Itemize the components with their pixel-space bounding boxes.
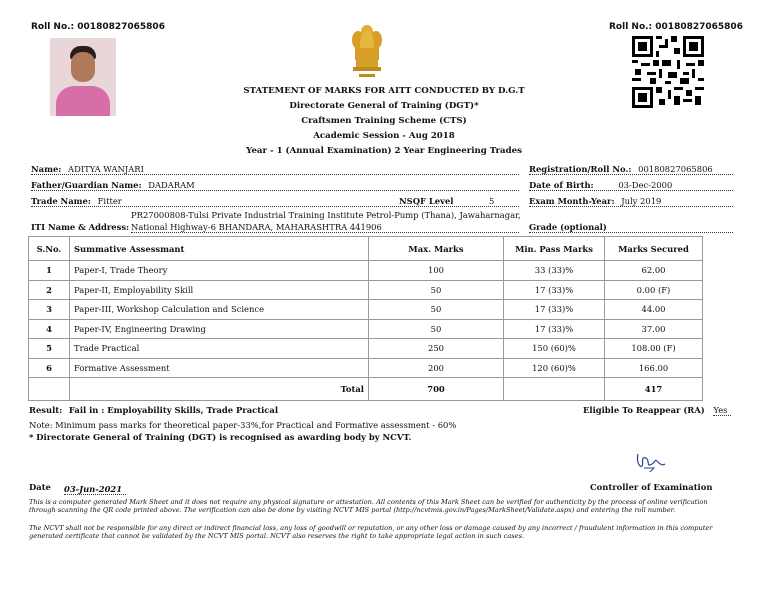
- cell-assessment: Paper-I, Trade Theory: [70, 261, 369, 281]
- exam-value: July 2019: [621, 196, 662, 206]
- disclaimer-liability: The NCVT shall not be responsible for any direct or indirect financial loss, any loss of goodwill or reputation, or any other loss or damage caused by any incorrect / fraudulent information in this computer generated certificate that cannot be validated by the NCVT MIS portal. NCVT also reserves the right to take appropriate legal action in such cases.: [29, 524, 713, 541]
- cell-assessment: Trade Practical: [70, 339, 369, 359]
- table-row: [29, 300, 703, 320]
- dob-value: 03-Dec-2000: [618, 180, 673, 190]
- name-label: Name:: [31, 164, 62, 174]
- cell-secured: 0.00 (F): [605, 280, 703, 300]
- cell-sno: 2: [29, 280, 70, 300]
- cell-sno: 4: [29, 319, 70, 339]
- total-label: Total: [70, 378, 369, 401]
- cell-min: 120 (60)%: [504, 358, 605, 378]
- header-scheme: Craftsmen Training Scheme (CTS): [301, 116, 467, 126]
- registration-label: Registration/Roll No.:: [529, 164, 632, 174]
- trade-row: [31, 196, 519, 207]
- cell-min: 150 (60)%: [504, 339, 605, 359]
- iti-address-line2: National Highway-6 BHANDARA, MAHARASHTRA 441906: [131, 222, 519, 233]
- cell-max: 50: [369, 300, 504, 320]
- total-secured: 417: [605, 378, 703, 401]
- cell-max: 50: [369, 319, 504, 339]
- father-row: [31, 180, 519, 191]
- cell-secured: 166.00: [605, 358, 703, 378]
- header-dgt: Directorate General of Training (DGT)*: [289, 101, 479, 111]
- cell-min: 17 (33)%: [504, 280, 605, 300]
- cell-min: 17 (33)%: [504, 319, 605, 339]
- iti-address-line1: PR27000808-Tulsi Private Industrial Training Institute Petrol-Pump (Thana), Jawaharnagar,: [131, 210, 521, 220]
- registration-value: 00180827065806: [638, 164, 713, 174]
- cell-max: 50: [369, 280, 504, 300]
- result-row: [29, 405, 278, 415]
- table-row: [29, 358, 703, 378]
- table-row: [29, 261, 703, 281]
- header-min-pass: Min. Pass Marks: [504, 237, 605, 261]
- exam-row: [529, 196, 733, 207]
- nsqf-label: NSQF Level: [399, 196, 454, 206]
- nsqf-value: 5: [489, 196, 495, 206]
- table-row: [29, 339, 703, 359]
- roll-number-left: Roll No.: 00180827065806: [31, 22, 165, 32]
- name-row: [31, 164, 519, 175]
- header-sno: S.No.: [29, 237, 70, 261]
- header-max-marks: Max. Marks: [369, 237, 504, 261]
- reappear-row: [583, 405, 731, 415]
- cell-sno: 1: [29, 261, 70, 281]
- result-label: Result:: [29, 405, 63, 415]
- cell-min: 33 (33)%: [504, 261, 605, 281]
- cell-assessment: Paper-II, Employability Skill: [70, 280, 369, 300]
- cell-max: 100: [369, 261, 504, 281]
- reappear-value: Yes: [713, 405, 731, 416]
- date-label: Date: [29, 482, 51, 492]
- table-row: [29, 280, 703, 300]
- cell-sno: 6: [29, 358, 70, 378]
- header-assessment: Summative Assessmant: [70, 237, 369, 261]
- note-dgt: * Directorate General of Training (DGT) is recognised as awarding body by NCVT.: [29, 432, 412, 442]
- cell-secured: 108.00 (F): [605, 339, 703, 359]
- header-title: STATEMENT OF MARKS FOR AITT CONDUCTED BY D.G.T: [243, 86, 525, 96]
- controller-label: Controller of Examination: [590, 482, 713, 492]
- dob-label: Date of Birth:: [529, 180, 594, 190]
- table-header-row: [29, 237, 703, 261]
- registration-row: [529, 164, 733, 175]
- cell-max: 200: [369, 358, 504, 378]
- exam-label: Exam Month-Year:: [529, 196, 615, 206]
- cell-assessment: Formative Assessment: [70, 358, 369, 378]
- header-session: Academic Session - Aug 2018: [313, 131, 455, 141]
- name-value: ADITYA WANJARI: [68, 164, 144, 174]
- iti-label: ITI Name & Address:: [31, 222, 130, 232]
- reappear-label: Eligible To Reappear (RA): [583, 405, 705, 415]
- signature-icon: [632, 450, 668, 474]
- national-emblem-icon: [347, 18, 387, 80]
- father-label: Father/Guardian Name:: [31, 180, 142, 190]
- table-total-row: [29, 378, 703, 401]
- cell-secured: 44.00: [605, 300, 703, 320]
- cell-max: 250: [369, 339, 504, 359]
- disclaimer-verification: This is a computer generated Mark Sheet and it does not require any physical signature or attestation. All contents of this Mark Sheet can be verified for authenticity by the process of online verification through scanning the QR code printed above. The verification can also be done by visiting NCVT MIS portal (http://ncvtmis.gov.in/Pages/MarkSheet/Validate.aspx) and entering the roll number.: [29, 498, 708, 515]
- roll-number-right: Roll No.: 00180827065806: [609, 22, 743, 32]
- cell-secured: 37.00: [605, 319, 703, 339]
- result-value: Fail in : Employability Skills, Trade Practical: [68, 405, 279, 415]
- cell-sno: 5: [29, 339, 70, 359]
- cell-secured: 62.00: [605, 261, 703, 281]
- father-value: DADARAM: [148, 180, 195, 190]
- grade-label: Grade (optional): [529, 222, 607, 232]
- grade-row: [529, 222, 733, 233]
- trade-label: Trade Name:: [31, 196, 91, 206]
- note-pass-marks: Note: Minimum pass marks for theoretical paper-33%,for Practical and Formative assessment - 60%: [29, 420, 457, 430]
- total-max: 700: [369, 378, 504, 401]
- cell-min: 17 (33)%: [504, 300, 605, 320]
- marks-table: [28, 236, 703, 401]
- cell-sno: 3: [29, 300, 70, 320]
- date-value: 03-Jun-2021: [64, 484, 126, 495]
- header-marks-secured: Marks Secured: [605, 237, 703, 261]
- header-year: Year - 1 (Annual Examination) 2 Year Engineering Trades: [246, 146, 522, 156]
- dob-row: [529, 180, 733, 191]
- cell-assessment: Paper-IV, Engineering Drawing: [70, 319, 369, 339]
- cell-assessment: Paper-III, Workshop Calculation and Science: [70, 300, 369, 320]
- qr-code-icon: [632, 36, 704, 108]
- trade-value: Fitter: [97, 196, 122, 206]
- table-row: [29, 319, 703, 339]
